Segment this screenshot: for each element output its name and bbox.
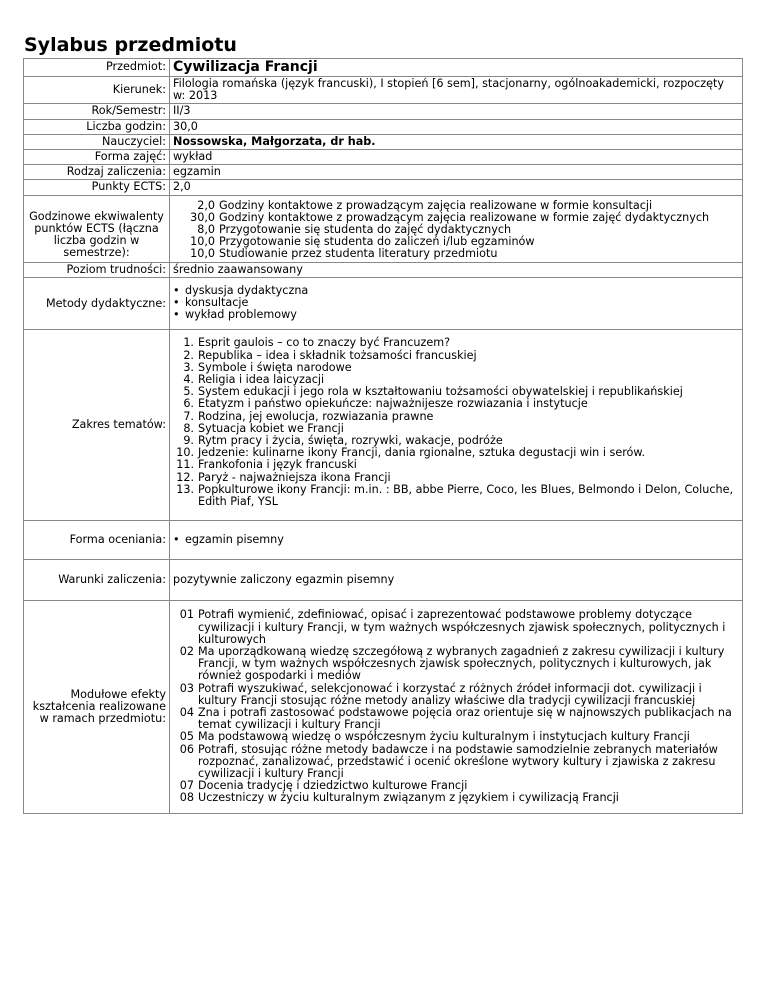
label-godz-ekw: Godzinowe ekwiwalenty punktów ECTS (łączna liczba godzin w semestrze): [24,195,170,262]
effects-list [170,601,743,813]
list-item: • konsultacje [173,296,249,310]
ects-hours-item: 10,0 Przygotowanie się studenta do zaliczeń i/lub egzaminów [190,235,535,249]
syllabus-table [23,58,743,814]
row-ects [24,180,743,195]
effect-item: 08 Uczestniczy w życiu kulturalnym związanym z językiem i cywilizacją Francji [179,791,619,805]
topics-list [170,330,743,521]
label-efekty: Modułowe efekty kształcenia realizowane w ramach przedmiotu: [24,601,170,813]
label-zakres: Zakres tematów: [24,330,170,521]
topic-item: 12. Paryż - najważniejsza ikona Francji [176,470,391,484]
row-metody [24,277,743,330]
ects-hours-item: 8,0 Przygotowanie się studenta do zajęć dydaktycznych [197,223,512,237]
effect-item: 05 Ma podstawową wiedzę o współczesnym życiu kulturalnym i instytucjach kultury Francji [179,730,690,744]
row-nauczyciel [24,134,743,149]
topic-item: 10. Jedzenie: kulinarne ikony Francji, dania rgionalne, sztuka degustacji win i serów. [176,446,646,460]
label-godziny: Liczba godzin: [24,119,170,134]
bullet-icon: • [173,296,180,310]
label-poziom: Poziom trudności: [24,262,170,277]
topic-item: 13. Popkulturowe ikony Francji: m.in. : BB, abbe Pierre, Coco, les Blues, Belmondo i Delon, Coluche, Edith Piaf, YSL [176,482,734,509]
effect-item: 03 Potrafi wyszukiwać, selekcjonować i korzystać z różnych źródeł informacji dot. cywilizacji i kultury Francji stosując różne metody analizy właściwe dla tradycji cywilizacji francuskiej [179,681,702,707]
topic-item: 6. Etatyzm i państwo opiekuńcze: najważnijesze rozwiazania i instytucje [183,397,588,411]
row-ocenianie [24,521,743,560]
ects-hours-item: 30,0 Godziny kontaktowe z prowadzącym zajęcia realizowane w formie zajęć dydaktycznych [190,210,710,224]
label-rok: Rok/Semestr: [24,104,170,119]
rok-value: II/3 [170,104,743,119]
zaliczenie-value: egzamin [170,165,743,180]
bullet-icon: • [173,533,180,547]
row-godziny [24,119,743,134]
page-title: Sylabus przedmiotu [24,34,237,56]
row-zakres [24,330,743,521]
label-nauczyciel: Nauczyciel: [24,134,170,149]
course-name: Cywilizacja Francji [170,59,743,77]
effect-item: 01 Potrafi wymienić, zdefiniować, opisać i zaprezentować podstawowe problemy dotyczące cywilizacji i kultury Francji, w tym ważnych współczesnych zjawisk społecznych, politycznych i kulturowych [179,608,726,646]
bullet-icon: • [173,308,180,322]
topic-item: 11. Frankofonia i język francuski [176,458,357,472]
ocenianie-list [170,521,743,560]
topic-item: 4. Religia i idea laicyzacji [183,373,325,387]
label-kierunek: Kierunek: [24,77,170,104]
row-rok [24,104,743,119]
effect-item: 02 Ma uporządkowaną wiedzę szczegółową z wybranych zagadnień z zakresu cywilizacji i kultury Francji, w tym ważnych współczesnych zjawisk społecznych, politycznych i kulturowych, jak również gospodarki i mediów [179,644,725,683]
row-poziom [24,262,743,277]
topic-item: 8. Sytuacja kobiet we Francji [183,421,344,435]
topic-item: 7. Rodzina, jej ewolucja, rozwiazania prawne [183,409,434,423]
metody-list [170,277,743,330]
topic-item: 2. Republika – idea i składnik tożsamości francuskiej [183,348,477,362]
teacher-name: Nossowska, Małgorzata, dr hab. [170,134,743,149]
forma-value: wykład [170,150,743,165]
row-kierunek [24,77,743,104]
ects-hours-list [170,195,743,262]
warunki-value: pozytywnie zaliczony egazmin pisemny [170,560,743,601]
list-item: • egzamin pisemny [173,533,284,547]
topic-item: 5. System edukacji i jego rola w kształtowaniu tożsamości obywatelskiej i republikańskiej [183,385,683,399]
godziny-value: 30,0 [170,119,743,134]
label-zaliczenie: Rodzaj zaliczenia: [24,165,170,180]
topic-item: 9. Rytm pracy i życia, święta, rozrywki, wakacje, podróże [183,434,503,448]
label-przedmiot: Przedmiot: [24,59,170,77]
label-forma: Forma zajęć: [24,150,170,165]
list-item: • dyskusja dydaktyczna [173,283,309,297]
effect-item: 07 Docenia tradycję i dziedzictwo kulturowe Francji [179,779,468,793]
label-ocenianie: Forma oceniania: [24,521,170,560]
ects-value: 2,0 [170,180,743,195]
bullet-icon: • [173,283,180,297]
row-przedmiot [24,59,743,77]
ects-hours-item: 10,0 Studiowanie przez studenta literatury przedmiotu [190,247,498,261]
poziom-value: średnio zaawansowany [170,262,743,277]
row-efekty [24,601,743,813]
topic-item: 1. Esprit gaulois – co to znaczy być Francuzem? [183,336,451,350]
topic-item: 3. Symbole i święta narodowe [183,360,352,374]
label-metody: Metody dydaktyczne: [24,277,170,330]
kierunek-value: Filologia romańska (język francuski), I stopień [6 sem], stacjonarny, ogólnoakademicki, rozpoczęty w: 2013 [170,77,743,104]
label-warunki: Warunki zaliczenia: [24,560,170,601]
label-ects: Punkty ECTS: [24,180,170,195]
list-item: • wykład problemowy [173,308,297,322]
row-warunki [24,560,743,601]
row-forma [24,150,743,165]
ects-hours-item: 2,0 Godziny kontaktowe z prowadzącym zajęcia realizowane w formie konsultacji [197,198,653,212]
effect-item: 06 Potrafi, stosując różne metody badawcze i na podstawie samodzielnie zebranych materiałów rozpoznać, zanalizować, przedstawić i ocenić określone wytwory kultury i zjawiska z zakresu cywilizacji i kultury Francji [179,742,718,780]
effect-item: 04 Zna i potrafi zastosować podstawowe pojęcia oraz orientuje się w najnowszych publikacjach na temat cywilizacji i kultury Francji [179,705,732,732]
row-godz-ekw [24,195,743,262]
row-zaliczenie [24,165,743,180]
